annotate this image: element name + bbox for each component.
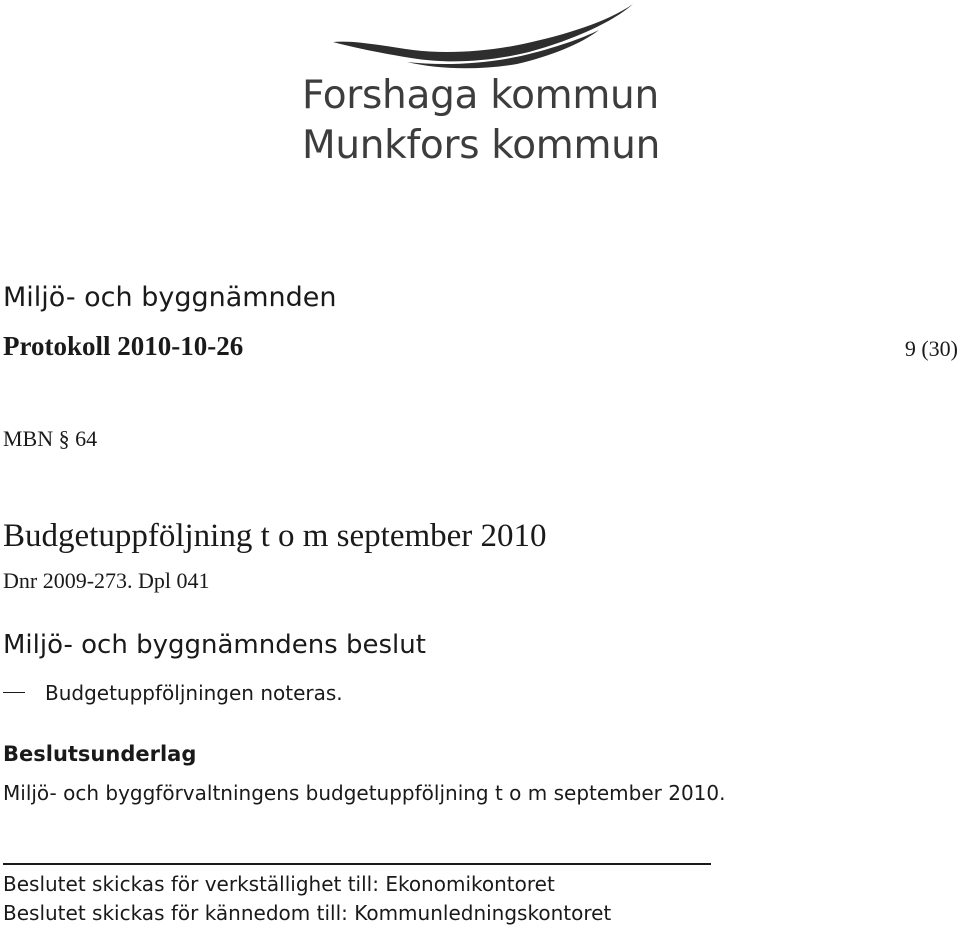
distribution-action: Beslutet skickas för verkställighet till: Ekonomikontoret (3, 872, 555, 896)
distribution-info: Beslutet skickas för kännedom till: Kommunledningskontoret (3, 901, 612, 925)
case-number: Dnr 2009-273. Dpl 041 (3, 568, 210, 593)
decision-item (3, 683, 343, 703)
subject-heading: Budgetuppföljning t o m september 2010 (3, 518, 547, 554)
basis-heading: Beslutsunderlag (3, 742, 197, 766)
decision-heading: Miljö- och byggnämndens beslut (3, 630, 426, 660)
swoosh-icon (295, 0, 675, 70)
protocol-title: Protokoll 2010-10-26 (3, 331, 244, 361)
municipality-logo (295, 0, 675, 170)
decision-item-text: Budgetuppföljningen noteras. (45, 681, 343, 705)
dash-bullet-icon (3, 692, 25, 694)
logo-text-forshaga: Forshaga kommun (302, 73, 659, 118)
board-name: Miljö- och byggnämnden (3, 282, 337, 313)
paragraph-number: MBN § 64 (3, 426, 98, 451)
logo-text-munkfors: Munkfors kommun (302, 123, 660, 168)
divider (3, 863, 711, 865)
basis-text: Miljö- och byggförvaltningens budgetuppföljning t o m september 2010. (3, 781, 726, 805)
page-number: 9 (30) (904, 336, 958, 361)
